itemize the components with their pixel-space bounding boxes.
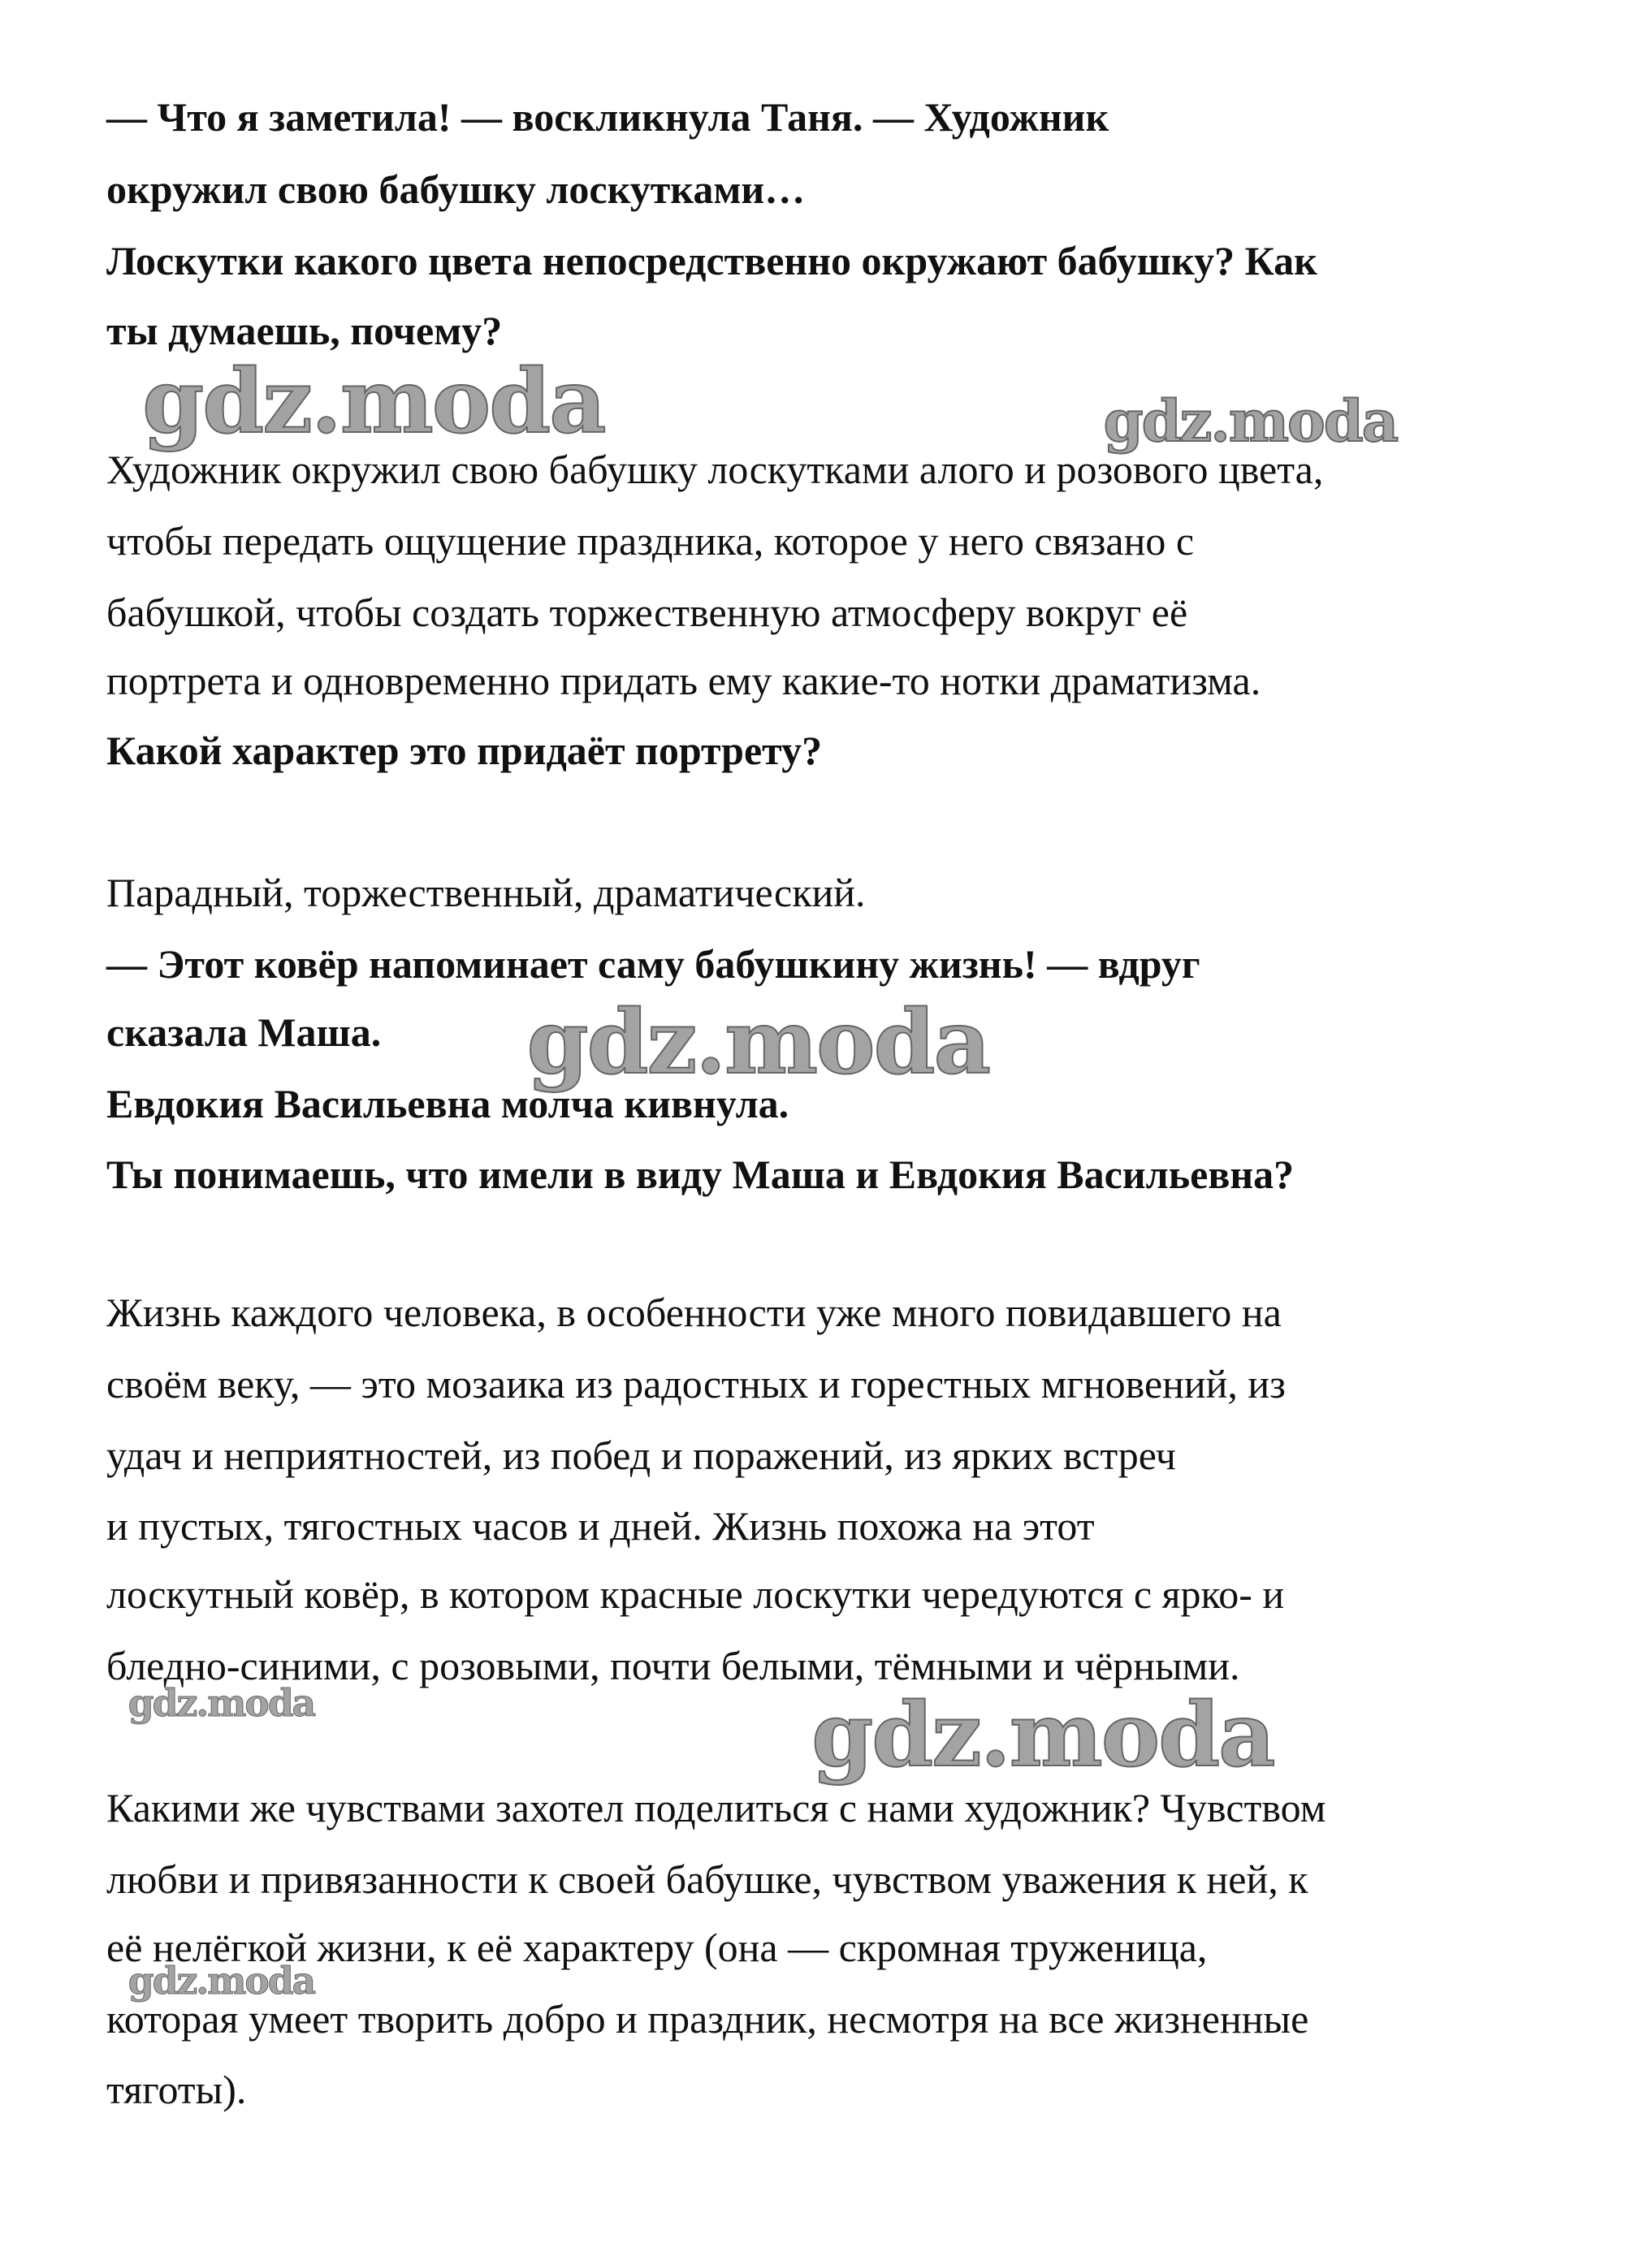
answer-text-line: любви и привязанности к своей бабушке, чувством уважения к ней, к xyxy=(106,1856,1308,1902)
watermark: gdz.moda xyxy=(128,1681,315,1726)
answer-text-line: Парадный, торжественный, драматический. xyxy=(106,870,866,916)
answer-text-line: своём веку, — это мозаика из радостных и горестных мгновений, из xyxy=(106,1360,1286,1407)
answer-text-line: портрета и одновременно придать ему какие-то нотки драматизма. xyxy=(106,657,1261,703)
question-text-line: — Этот ковёр напоминает саму бабушкину жизнь! — вдруг xyxy=(106,940,1200,987)
answer-text-line: Художник окружил свою бабушку лоскутками алого и розового цвета, xyxy=(106,447,1324,493)
answer-text-line: её нелёгкой жизни, к её характеру (она — скромная труженица, xyxy=(106,1925,1208,1971)
watermark: gdz.moda xyxy=(526,989,989,1094)
answer-text-line: удач и неприятностей, из побед и поражений, из ярких встреч xyxy=(106,1432,1176,1478)
answer-text-line: чтобы передать ощущение праздника, которое у него связано с xyxy=(106,518,1195,564)
answer-text-line: Какими же чувствами захотел поделиться с нами художник? Чувством xyxy=(106,1785,1326,1831)
question-text-line: окружил свою бабушку лоскутками… xyxy=(106,166,806,213)
question-text-line: Какой характер это придаёт портрету? xyxy=(106,727,823,773)
answer-text-line: тяготы). xyxy=(106,2067,247,2113)
question-text-line: Ты понимаешь, что имели в виду Маша и Евдокия Васильевна? xyxy=(106,1152,1295,1198)
question-text-line: Лоскутки какого цвета непосредственно окружают бабушку? Как xyxy=(106,237,1317,283)
watermark: gdz.moda xyxy=(142,348,605,453)
answer-text-line: и пустых, тягостных часов и дней. Жизнь похожа на этот xyxy=(106,1503,1095,1549)
question-text-line: ты думаешь, почему? xyxy=(106,307,503,353)
question-text-line: сказала Маша. xyxy=(106,1009,382,1055)
watermark: gdz.moda xyxy=(128,1958,315,2003)
answer-text-line: бабушкой, чтобы создать торжественную атмосферу вокруг её xyxy=(106,589,1188,635)
answer-text-line: бледно-синими, с розовыми, почти белыми, тёмными и чёрными. xyxy=(106,1643,1240,1688)
question-text-line: Евдокия Васильевна молча кивнула. xyxy=(106,1080,789,1126)
answer-text-line: Жизнь каждого человека, в особенности уже много повидавшего на xyxy=(106,1290,1282,1336)
watermark: gdz.moda xyxy=(1103,387,1398,455)
answer-text-line: лоскутный ковёр, в котором красные лоскутки чередуются с ярко- и xyxy=(106,1571,1285,1618)
watermark: gdz.moda xyxy=(811,1683,1274,1787)
answer-text-line: которая умеет творить добро и праздник, несмотря на все жизненные xyxy=(106,1995,1309,2042)
question-text-line: — Что я заметила! — воскликнула Таня. — Художник xyxy=(106,93,1109,140)
